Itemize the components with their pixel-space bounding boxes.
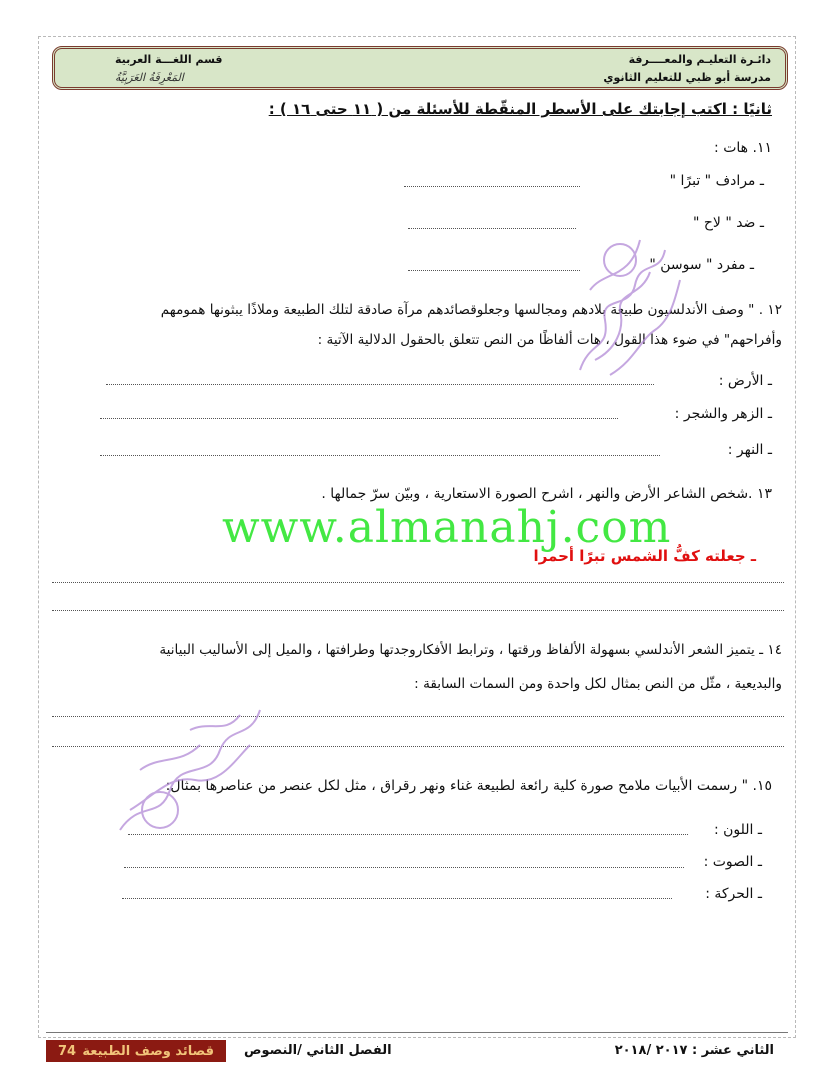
q15-question: ١٥. " رسمت الأبيات ملامح صورة كلية رائعة لطبيعة غناء ونهر رقراق ، مثل لكل عنصر من عناصرها بمثال:: [165, 778, 772, 794]
ministry-name: دائـرة التعليـم والمعــــرفة: [628, 53, 771, 66]
q15-sound-answer-line[interactable]: [124, 867, 684, 868]
q12-land-answer-line[interactable]: [106, 384, 654, 385]
q15-motion-label: ـ الحركة :: [705, 886, 762, 902]
q12-flowers-answer-line[interactable]: [100, 418, 618, 419]
signature-stamp-lower: [100, 690, 280, 850]
q11-title: ١١. هات :: [714, 140, 772, 156]
q11-antonym-answer-line[interactable]: [408, 228, 576, 229]
page-number: 74: [58, 1043, 77, 1059]
q14-statement-line1: ١٤ ـ يتميز الشعر الأندلسي بسهولة الألفاظ ورقتها ، وترابط الأفكاروجدتها وطرافتها ، والميل إلى الأساليب البيانية: [159, 642, 782, 658]
q12-statement-line2: وأفراحهم" في ضوء هذا القول ، هات ألفاظًا من النص تتعلق بالحقول الدلالية الآتية :: [317, 332, 782, 348]
q12-statement-line1: ١٢ . " وصف الأندلسيون طبيعة بلادهم ومجالسها وجعلوقصائدهم مرآة صادقة لتلك الطبيعة وملاذًا يبثونها همومهم: [160, 302, 782, 318]
school-name: مدرسة أبو ظبي للتعليم الثانوي: [603, 71, 771, 84]
section-heading: ثانيًا : اكتب إجابتك على الأسطر المنقّطة للأسئلة من ( ١١ حتى ١٦ ) :: [268, 100, 772, 118]
watermark: www.almanahj.com: [222, 502, 672, 553]
q15-motion-answer-line[interactable]: [122, 898, 672, 899]
department-name: قسم اللغـــة العربية: [115, 53, 223, 66]
q12-land-label: ـ الأرض :: [718, 373, 772, 389]
footer-grade-year: الثاني عشر : ٢٠١٧ /٢٠١٨: [614, 1043, 774, 1058]
q11-synonym-answer-line[interactable]: [404, 186, 580, 187]
q14-statement-line2: والبديعية ، مثّل من النص بمثال لكل واحدة ومن السمات السابقة :: [414, 676, 782, 692]
footer-unit-title: قصائد وصف الطبيعة: [82, 1043, 214, 1059]
q13-quote: ـ جعلته كفُّ الشمس تبرًا أحمرا: [533, 547, 756, 565]
q13-answer-line-2[interactable]: [52, 610, 784, 611]
signature-stamp-upper: [560, 200, 690, 380]
q13-answer-line-1[interactable]: [52, 582, 784, 583]
footer-rule: [46, 1032, 788, 1033]
q11-synonym-label: ـ مرادف " تبرًا ": [669, 173, 764, 189]
q11-antonym-label: ـ ضد " لاح ": [692, 215, 764, 231]
q12-flowers-label: ـ الزهر والشجر :: [674, 406, 772, 422]
page-header: [52, 46, 788, 90]
q12-river-answer-line[interactable]: [100, 455, 660, 456]
q11-singular-answer-line[interactable]: [408, 270, 580, 271]
footer-term: الفصل الثاني /النصوص: [244, 1043, 392, 1058]
footer-unit-badge: [46, 1040, 226, 1062]
q15-color-label: ـ اللون :: [713, 822, 762, 838]
q11-singular-label: ـ مفرد " سوسن ": [649, 257, 754, 273]
q12-river-label: ـ النهر :: [727, 442, 772, 458]
q13-question: ١٣ .شخص الشاعر الأرض والنهر ، اشرح الصورة الاستعارية ، وبيّن سرّ جمالها .: [321, 486, 772, 502]
q15-sound-label: ـ الصوت :: [703, 854, 762, 870]
department-calligraphy: المَعْرِفَةُ العَرَبِيَّةُ: [115, 71, 184, 84]
